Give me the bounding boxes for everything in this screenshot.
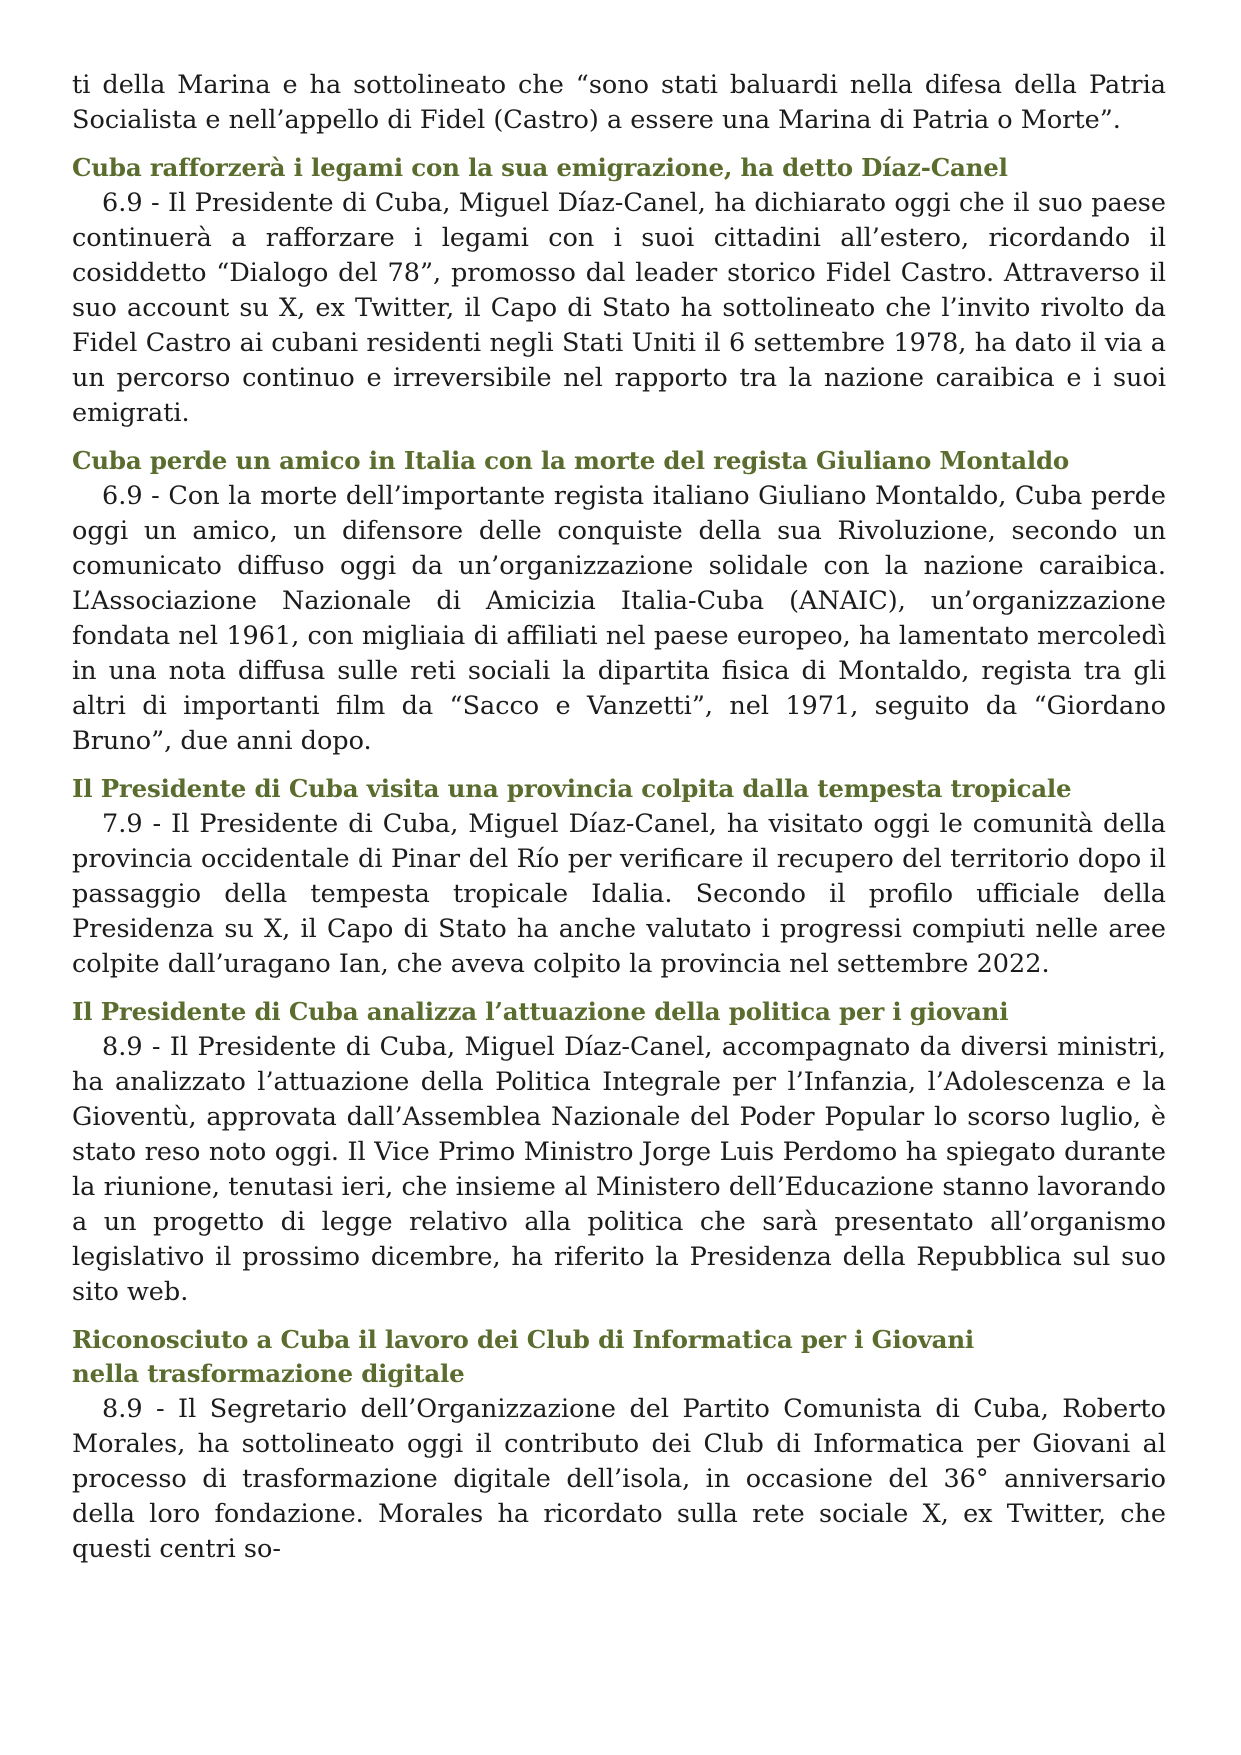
article-5-headline-line-2: nella trasformazione digitale [72,1359,465,1388]
article-2 [72,444,1166,759]
article-2-body: 6.9 - Con la morte dell’importante regista italiano Giuliano Montaldo, Cuba perde oggi un amico, un difensore delle conquiste della sua Rivoluzione, secondo un comunicato diffuso oggi da un’organizzazione solidale con la nazione caraibica. L’Associazione Nazionale di Amicizia Italia-Cuba (ANAIC), un’organizzazione fondata nel 1961, con migliaia di affiliati nel paese europeo, ha lamentato mercoledì in una nota diffusa sulle reti sociali la dipartita fisica di Montaldo, regista tra gli altri di importanti film da “Sacco e Vanzetti”, nel 1971, seguito da “Giordano Bruno”, due anni dopo. [72,481,1166,756]
article-3-body: 7.9 - Il Presidente di Cuba, Miguel Díaz-Canel, ha visitato oggi le comunità della provincia occidentale di Pinar del Río per verificare il recupero del territorio dopo il passaggio della tempesta tropicale Idalia. Secondo il profilo ufficiale della Presidenza su X, il Capo di Stato ha anche valutato i progressi compiuti nelle aree colpite dall’uragano Ian, che aveva colpito la provincia nel settembre 2022. [72,809,1166,979]
article-1-headline [72,151,1166,185]
document-page [72,68,1166,1567]
article-5-headline-line-1: Riconosciuto a Cuba il lavoro dei Club di Informatica per i Giovani [72,1325,975,1354]
article-1 [72,151,1166,431]
article-3-headline [72,772,1166,806]
article-4-headline [72,995,1166,1029]
article-4 [72,995,1166,1310]
article-2-headline [72,444,1166,478]
article-3 [72,772,1166,982]
intro-paragraph: ti della Marina e ha sottolineato che “sono stati baluardi nella difesa della Patria Socialista e nell’appello di Fidel (Castro) a essere una Marina di Patria o Morte”. [72,70,1166,135]
article-3-headline-line-1: Il Presidente di Cuba visita una provincia colpita dalla tempesta tropicale [72,774,1072,803]
article-5-headline [72,1323,1166,1391]
article-4-body: 8.9 - Il Presidente di Cuba, Miguel Díaz-Canel, accompagnato da diversi ministri, ha analizzato l’attuazione della Politica Integrale per l’Infanzia, l’Adolescenza e la Gioventù, approvata dall’Assemblea Nazionale del Poder Popular lo scorso luglio, è stato reso noto oggi. Il Vice Primo Ministro Jorge Luis Perdomo ha spiegato durante la riunione, tenutasi ieri, che insieme al Ministero dell’Educazione stanno lavorando a un progetto di legge relativo alla politica che sarà presentato all’organismo legislativo il prossimo dicembre, ha riferito la Presidenza della Repubblica sul suo sito web. [72,1032,1166,1307]
article-1-headline-line-1: Cuba rafforzerà i legami con la sua emigrazione, ha detto Díaz-Canel [72,153,1008,182]
article-1-body: 6.9 - Il Presidente di Cuba, Miguel Díaz-Canel, ha dichiarato oggi che il suo paese continuerà a rafforzare i legami con i suoi cittadini all’estero, ricordando il cosiddetto “Dialogo del 78”, promosso dal leader storico Fidel Castro. Attraverso il suo account su X, ex Twitter, il Capo di Stato ha sottolineato che l’invito rivolto da Fidel Castro ai cubani residenti negli Stati Uniti il 6 settembre 1978, ha dato il via a un percorso continuo e irreversibile nel rapporto tra la nazione caraibica e i suoi emigrati. [72,188,1166,428]
article-4-headline-line-1: Il Presidente di Cuba analizza l’attuazione della politica per i giovani [72,997,1009,1026]
article-5-body: 8.9 - Il Segretario dell’Organizzazione del Partito Comunista di Cuba, Roberto Morales, ha sottolineato oggi il contributo dei Club di Informatica per Giovani al processo di trasformazione digitale dell’isola, in occasione del 36° anniversario della loro fondazione. Morales ha ricordato sulla rete sociale X, ex Twitter, che questi centri so- [72,1394,1166,1564]
article-2-headline-line-1: Cuba perde un amico in Italia con la morte del regista Giuliano Montaldo [72,446,1070,475]
article-5 [72,1323,1166,1567]
